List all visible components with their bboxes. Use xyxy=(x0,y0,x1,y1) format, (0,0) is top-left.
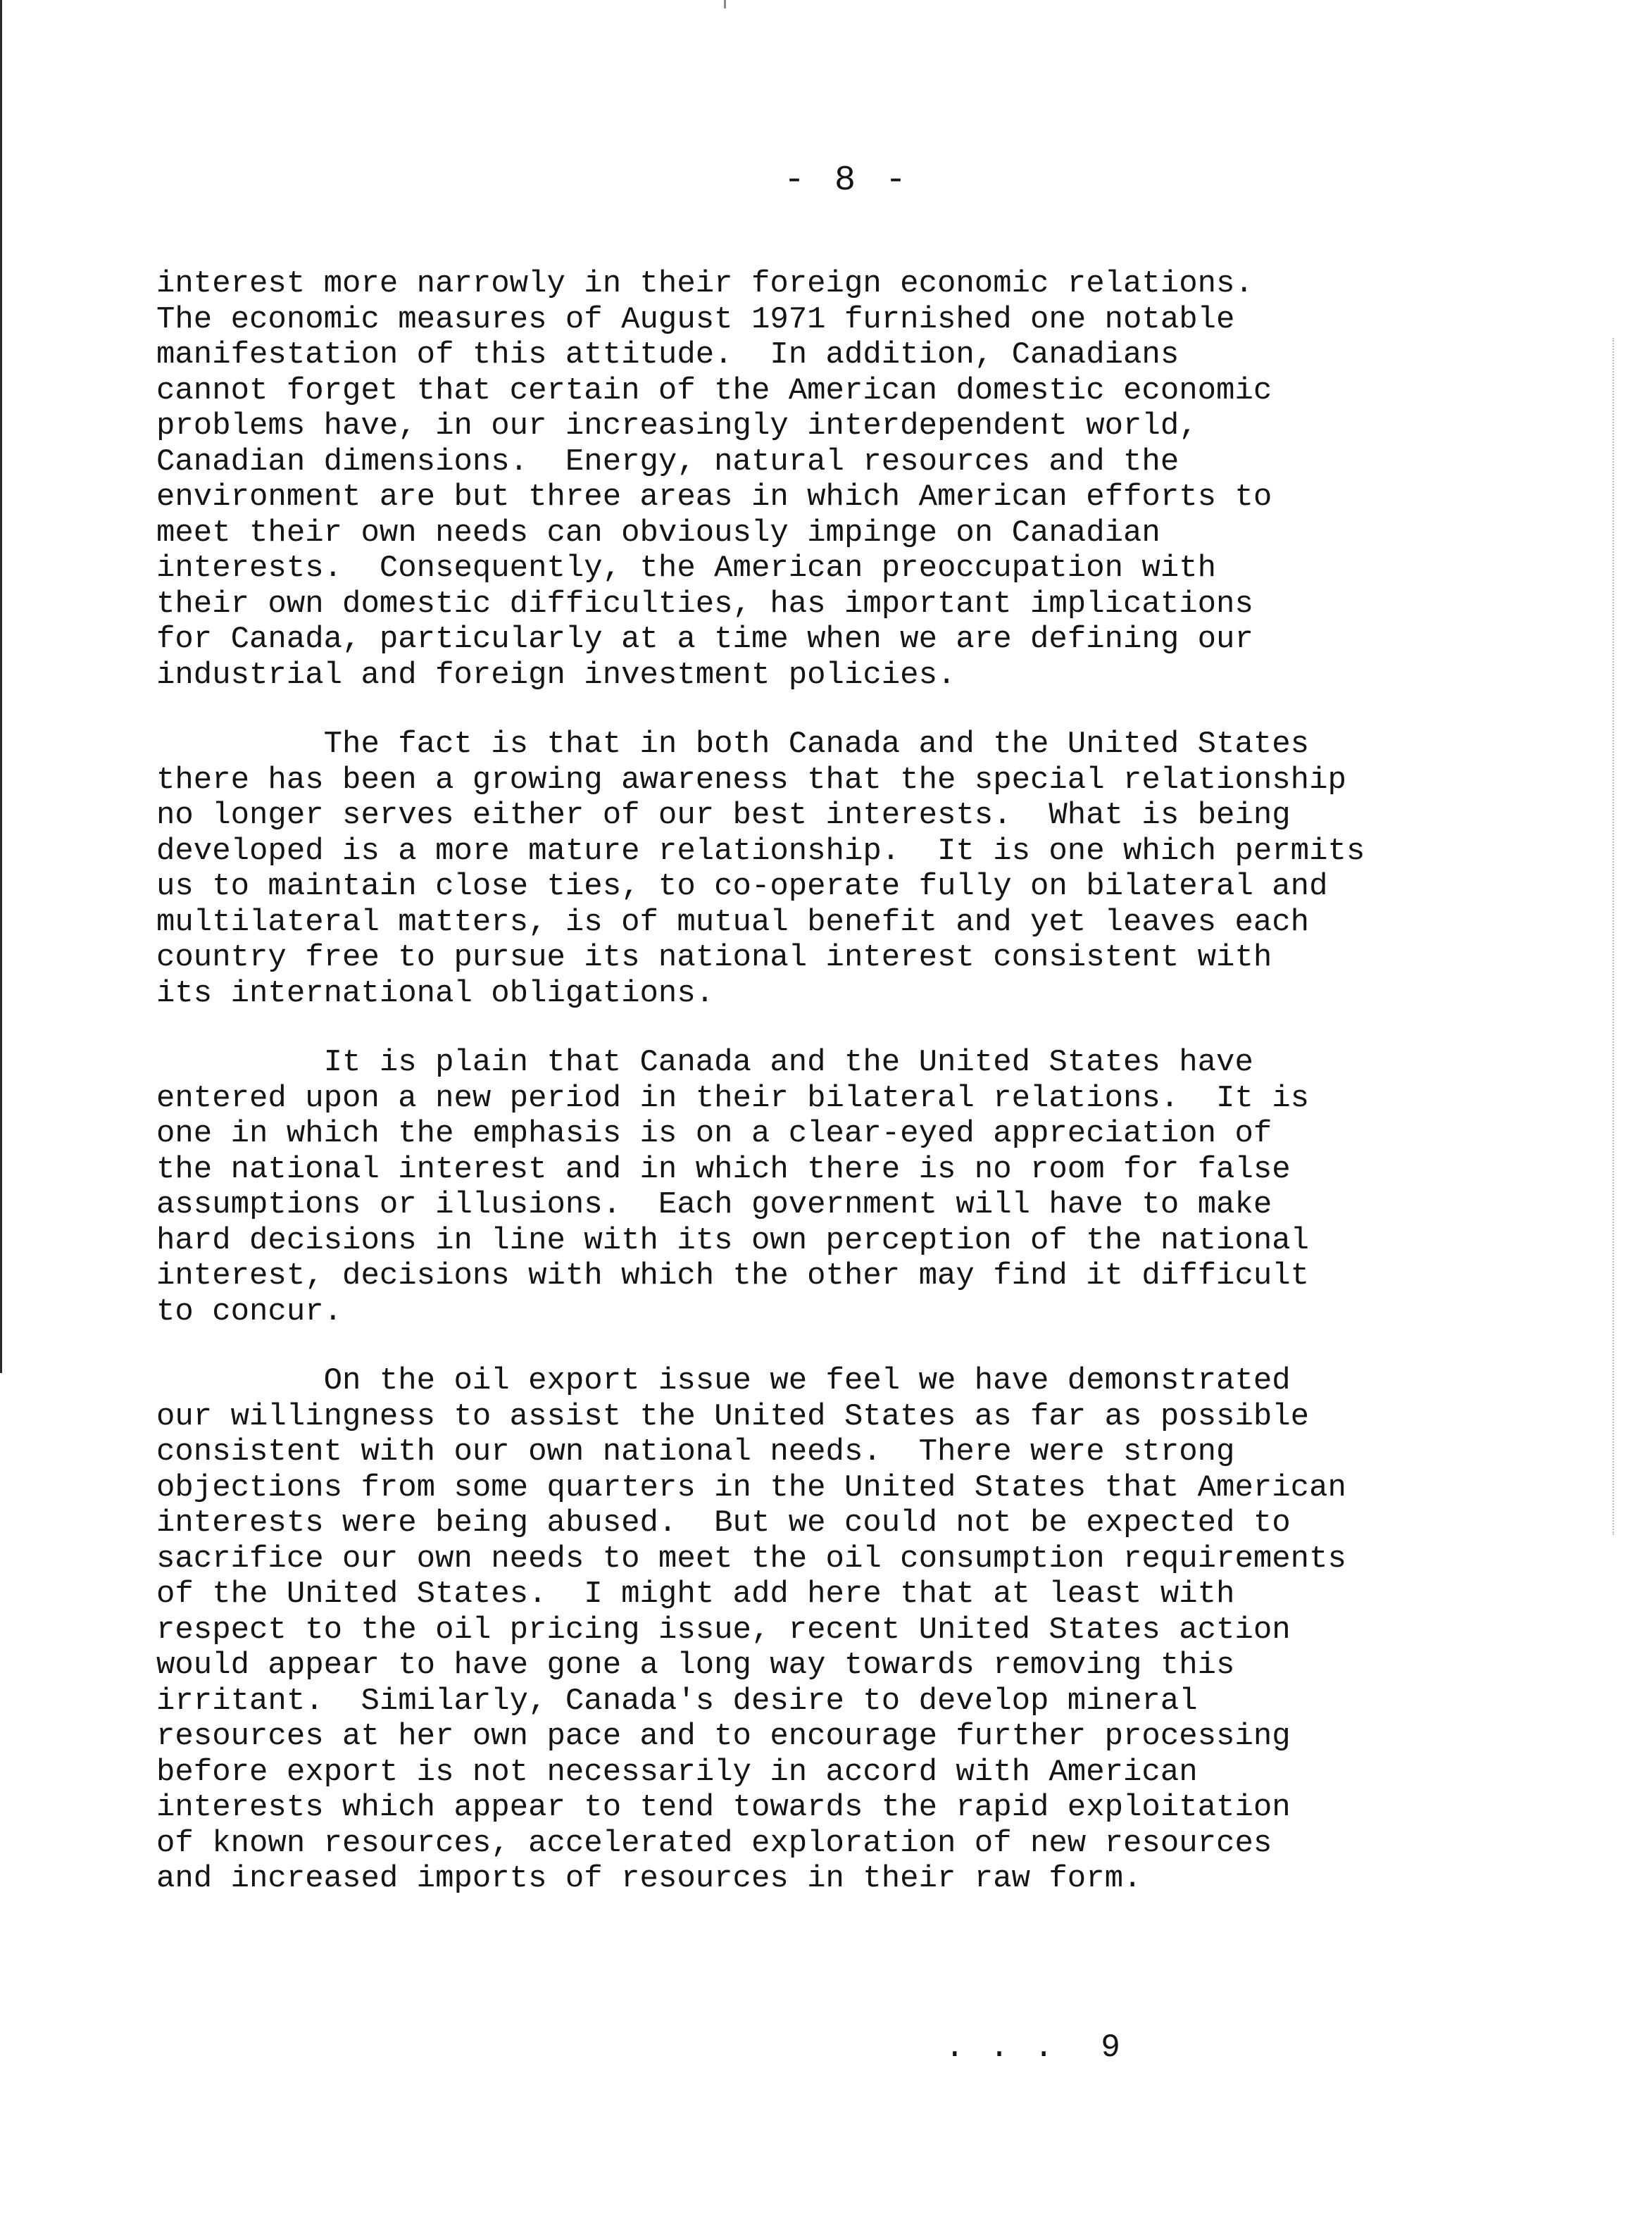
text-line: their own domestic difficulties, has important implications xyxy=(156,586,1253,622)
text-line: no longer serves either of our best interests. What is being xyxy=(156,798,1291,833)
text-line: interests. Consequently, the American preoccupation with xyxy=(156,551,1217,586)
text-line: to concur. xyxy=(156,1293,343,1329)
text-line: entered upon a new period in their bilateral relations. It is xyxy=(156,1080,1310,1116)
text-line: assumptions or illusions. Each government will have to make xyxy=(156,1187,1272,1222)
text-line: its international obligations. xyxy=(156,975,715,1011)
text-line: the national interest and in which there is no room for false xyxy=(156,1151,1291,1187)
scan-mark xyxy=(724,0,726,8)
scan-edge xyxy=(0,0,2,1373)
continuation-marker: . . . 9 xyxy=(945,2029,1123,2066)
text-line: for Canada, particularly at a time when we are defining our xyxy=(156,622,1253,657)
paragraph-4 xyxy=(156,1363,1593,1897)
text-line: one in which the emphasis is on a clear-eyed appreciation of xyxy=(156,1116,1272,1151)
text-line: developed is a more mature relationship. It is one which permits xyxy=(156,833,1365,869)
body-text xyxy=(156,266,1593,1897)
text-line: meet their own needs can obviously impinge on Canadian xyxy=(156,515,1160,551)
paragraph-3 xyxy=(156,1045,1593,1329)
text-line: objections from some quarters in the United States that American xyxy=(156,1470,1346,1505)
text-line: interest more narrowly in their foreign economic relations. xyxy=(156,266,1253,301)
text-line: respect to the oil pricing issue, recent United States action xyxy=(156,1612,1291,1648)
text-line: problems have, in our increasingly interdependent world, xyxy=(156,408,1198,444)
text-line: would appear to have gone a long way towards removing this xyxy=(156,1648,1235,1683)
text-line: environment are but three areas in which American efforts to xyxy=(156,480,1272,515)
text-line: interests were being abused. But we could not be expected to xyxy=(156,1505,1291,1541)
text-line: Canadian dimensions. Energy, natural resources and the xyxy=(156,444,1179,480)
text-line: The economic measures of August 1971 furnished one notable xyxy=(156,301,1235,337)
page-number: - 8 - xyxy=(783,161,911,201)
text-line: industrial and foreign investment policies. xyxy=(156,657,956,693)
text-line: before export is not necessarily in accord with American xyxy=(156,1754,1198,1790)
text-line: sacrifice our own needs to meet the oil consumption requirements xyxy=(156,1541,1346,1577)
text-line: there has been a growing awareness that the special relationship xyxy=(156,762,1346,798)
text-line: of known resources, accelerated exploration of new resources xyxy=(156,1825,1272,1861)
paragraph-1 xyxy=(156,266,1593,693)
text-line: consistent with our own national needs. There were strong xyxy=(156,1434,1235,1470)
text-line: cannot forget that certain of the American domestic economic xyxy=(156,372,1272,408)
text-line: us to maintain close ties, to co-operate fully on bilateral and xyxy=(156,869,1328,904)
paragraph-2 xyxy=(156,727,1593,1011)
text-line: The fact is that in both Canada and the United States xyxy=(156,727,1310,762)
text-line: country free to pursue its national interest consistent with xyxy=(156,940,1272,975)
text-line: of the United States. I might add here that at least with xyxy=(156,1577,1235,1612)
text-line: multilateral matters, is of mutual benefit and yet leaves each xyxy=(156,904,1310,940)
text-line: hard decisions in line with its own perception of the national xyxy=(156,1222,1310,1258)
text-line: It is plain that Canada and the United States have xyxy=(156,1045,1253,1080)
text-line: manifestation of this attitude. In addition, Canadians xyxy=(156,337,1179,372)
text-line: interests which appear to tend towards the rapid exploitation xyxy=(156,1790,1291,1825)
text-line: and increased imports of resources in their raw form. xyxy=(156,1861,1142,1896)
text-line: resources at her own pace and to encourage further processing xyxy=(156,1719,1291,1754)
text-line: On the oil export issue we feel we have demonstrated xyxy=(156,1363,1291,1398)
text-line: interest, decisions with which the other may find it difficult xyxy=(156,1258,1310,1293)
text-line: irritant. Similarly, Canada's desire to develop mineral xyxy=(156,1683,1198,1719)
text-line: our willingness to assist the United States as far as possible xyxy=(156,1398,1310,1434)
scan-edge-dots xyxy=(1613,338,1615,1535)
